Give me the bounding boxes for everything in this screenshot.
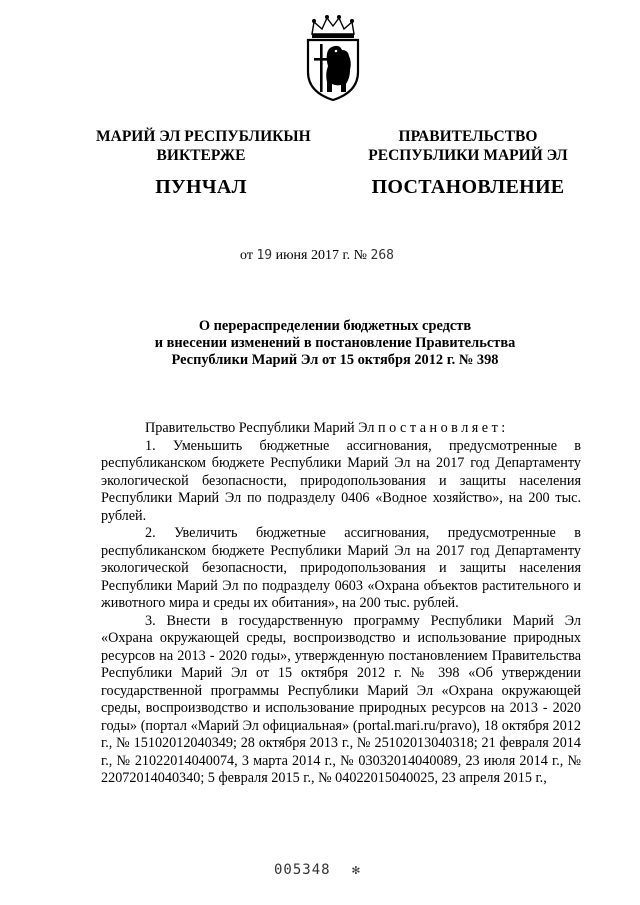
intro-verb: постановляет: <box>377 420 509 436</box>
coat-of-arms-emblem <box>302 14 364 102</box>
header-left-line2: ВИКТЕРЖЕ <box>156 147 246 164</box>
title-line-1: О перераспределении бюджетных средств <box>198 318 472 334</box>
paragraph-1: 1. Уменьшить бюджетные ассигнования, предусмотренные в республиканском бюджете Республики Марий Эл на 2017 год Департаменту экологической безопасности, природопользования и защиты населения Республики Марий Эл по подразделу 0406 «Водное хозяйство», на 200 тыс. рублей. <box>101 437 581 524</box>
form-serial-number: 005348 <box>274 862 331 878</box>
header-left-block <box>96 127 311 199</box>
header-left-doc-type: ПУНЧАЛ <box>155 176 247 198</box>
title-line-2: и внесении изменений в постановление Правительства <box>154 335 516 351</box>
paragraph-3: 3. Внести в государственную программу Республики Марий Эл «Охрана окружающей среды, воспроизводство и использование природных ресурсов на 2013 - 2020 годы», утвержденную постановлением Правительства Республики Марий Эл от 15 октября 2012 г. № 398 «Об утверждении государственной программы Республики Марий Эл «Охрана окружающей среды, воспроизводство и использование природных ресурсов на 2013 - 2020 годы» (портал «Марий Эл официальная» (portal.mari.ru/pravo), 18 октября 2012 г., № 15102012040349; 28 октября 2013 г., № 25102013040318; 21 февраля 2014 г., № 21022014040074, 3 марта 2014 г., № 03032014040089, 23 июля 2014 г., № 22072014040340; 5 февраля 2015 г., № 04022015040025, 23 апреля 2015 г., <box>101 612 581 786</box>
intro-paragraph <box>101 420 581 438</box>
document-number: 268 <box>370 248 394 263</box>
title-line-3: Республики Марий Эл от 15 октября 2012 г. № 398 <box>171 352 499 368</box>
form-serial-footer <box>274 862 361 878</box>
header-right-line2: РЕСПУБЛИКИ МАРИЙ ЭЛ <box>368 147 568 164</box>
date-line <box>240 248 540 264</box>
date-month-year: июня 2017 г. № <box>275 248 367 263</box>
header-right-line1: ПРАВИТЕЛЬСТВО <box>398 128 538 145</box>
header-right-block <box>352 127 584 199</box>
header-right-doc-type: ПОСТАНОВЛЕНИЕ <box>371 176 565 198</box>
header-left-line1: МАРИЙ ЭЛ РЕСПУБЛИКЫН <box>96 128 311 145</box>
document-title <box>120 318 550 369</box>
date-day: 19 <box>256 248 273 263</box>
intro-prefix: Правительство Республики Марий Эл <box>145 420 375 436</box>
paragraph-2: 2. Увеличить бюджетные ассигнования, предусмотренные в республиканском бюджете Республики Марий Эл на 2017 год Департаменту экологической безопасности, природопользования и защиты населения Республики Марий Эл по подразделу 0603 «Охрана объектов растительного и животного мира и среды их обитания», на 200 тыс. рублей. <box>101 525 581 611</box>
star-mark-icon: ✻ <box>352 863 361 878</box>
date-prefix: от <box>240 248 253 263</box>
document-body <box>101 420 581 788</box>
